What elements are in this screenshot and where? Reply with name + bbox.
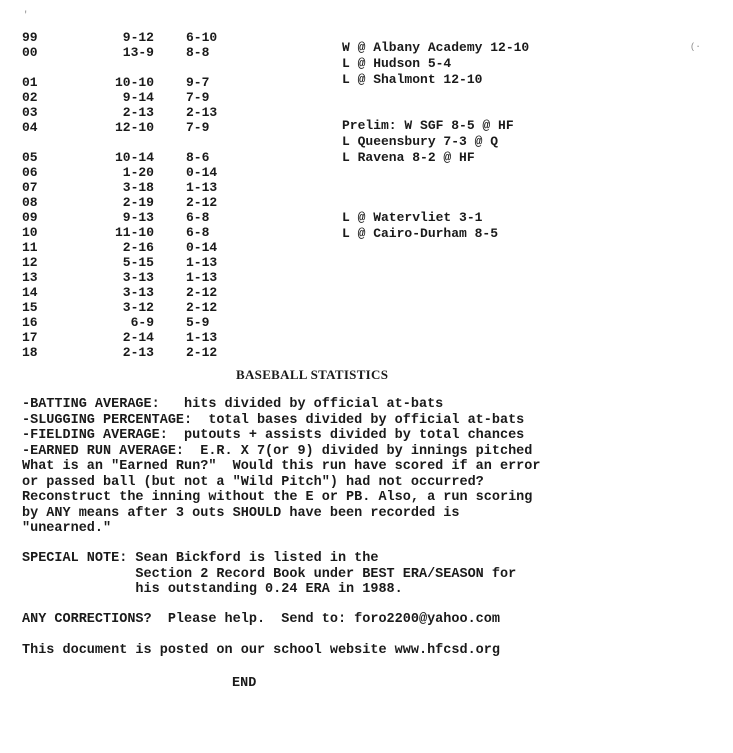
overall-record: 2-13 (122, 105, 154, 120)
scan-speck: ' (23, 10, 29, 20)
playoff-result: L @ Hudson 5-4 (342, 56, 452, 71)
end-marker: END (232, 676, 257, 691)
special-note-line: his outstanding 0.24 ERA in 1988. (22, 582, 403, 597)
season-year: 13 (22, 270, 38, 285)
overall-record: 10-10 (114, 75, 154, 90)
definition-line: -EARNED RUN AVERAGE: E.R. X 7(or 9) divided by innings pitched (22, 443, 533, 459)
table-row (22, 180, 342, 195)
table-row (22, 285, 342, 300)
overall-record: 9-13 (122, 210, 154, 225)
page-heading: BASEBALL STATISTICS (236, 367, 389, 382)
season-year: 16 (22, 315, 38, 330)
overall-record: 5-15 (122, 255, 154, 270)
scan-speck: (· (690, 42, 701, 52)
overall-record: 3-18 (122, 180, 154, 195)
season-year: 09 (22, 210, 38, 225)
league-record: 2-12 (186, 300, 218, 315)
league-record: 6-10 (186, 30, 218, 45)
table-row (22, 105, 342, 120)
overall-record: 3-12 (122, 300, 154, 315)
definition-line: -SLUGGING PERCENTAGE: total bases divided by official at-bats (22, 412, 525, 428)
playoff-result: L Ravena 8-2 @ HF (342, 150, 475, 165)
season-year: 00 (22, 45, 38, 60)
table-row (22, 315, 342, 330)
season-year: 12 (22, 255, 38, 270)
league-record: 7-9 (186, 120, 210, 135)
league-record: 8-6 (186, 150, 210, 165)
league-record: 2-12 (186, 195, 218, 210)
season-year: 10 (22, 225, 38, 240)
definition-line: -BATTING AVERAGE: hits divided by official at-bats (22, 397, 444, 412)
season-year: 15 (22, 300, 38, 315)
playoff-result: W @ Albany Academy 12-10 (342, 40, 530, 55)
playoff-result: L @ Cairo-Durham 8-5 (342, 226, 499, 241)
overall-record: 13-9 (122, 45, 154, 60)
overall-record: 6-9 (130, 315, 154, 330)
league-record: 2-12 (186, 345, 218, 360)
league-record: 2-12 (186, 285, 218, 300)
table-row (22, 240, 342, 255)
table-row (22, 270, 342, 285)
season-year: 03 (22, 105, 38, 120)
special-note-line: SPECIAL NOTE: Sean Bickford is listed in the (22, 551, 379, 566)
league-record: 1-13 (186, 330, 218, 345)
season-year: 06 (22, 165, 38, 180)
season-year: 04 (22, 120, 38, 135)
league-record: 1-13 (186, 180, 218, 195)
season-year: 18 (22, 345, 38, 360)
season-year: 01 (22, 75, 38, 90)
corrections-line: ANY CORRECTIONS? Please help. Send to: foro2200@yahoo.com (22, 612, 500, 627)
league-record: 6-8 (186, 210, 210, 225)
overall-record: 9-14 (122, 90, 154, 105)
definition-line: "unearned." (22, 521, 112, 536)
table-row (22, 90, 342, 105)
playoff-result: L Queensbury 7-3 @ Q (342, 134, 499, 149)
definition-line: or passed ball (but not a "Wild Pitch") had not occurred? (22, 474, 484, 490)
playoff-result: Prelim: W SGF 8-5 @ HF (342, 118, 514, 133)
league-record: 7-9 (186, 90, 210, 105)
overall-record: 3-13 (122, 270, 154, 285)
season-year: 05 (22, 150, 38, 165)
season-year: 08 (22, 195, 38, 210)
league-record: 9-7 (186, 75, 210, 90)
league-record: 1-13 (186, 255, 218, 270)
definition-line: -FIELDING AVERAGE: putouts + assists divided by total chances (22, 428, 525, 443)
table-row (22, 195, 342, 210)
season-year: 11 (22, 240, 38, 255)
league-record: 1-13 (186, 270, 218, 285)
league-record: 8-8 (186, 45, 210, 60)
league-record: 0-14 (186, 240, 218, 255)
table-row (22, 300, 342, 315)
playoff-result: L @ Shalmont 12-10 (342, 72, 483, 87)
table-row (22, 120, 342, 135)
table-row (22, 165, 342, 180)
overall-record: 2-19 (122, 195, 154, 210)
league-record: 0-14 (186, 165, 218, 180)
definition-line: by ANY means after 3 outs SHOULD have been recorded is (22, 505, 460, 521)
season-year: 07 (22, 180, 38, 195)
definition-line: Reconstruct the inning without the E or PB. Also, a run scoring (22, 490, 533, 505)
playoff-result: L @ Watervliet 3-1 (342, 210, 483, 225)
season-year: 02 (22, 90, 38, 105)
season-year: 14 (22, 285, 38, 300)
table-row (22, 330, 342, 345)
table-row (22, 225, 342, 240)
special-note-line: Section 2 Record Book under BEST ERA/SEASON for (22, 566, 517, 582)
table-row (22, 75, 342, 90)
overall-record: 9-12 (122, 30, 154, 45)
overall-record: 12-10 (114, 120, 154, 135)
league-record: 2-13 (186, 105, 218, 120)
overall-record: 10-14 (114, 150, 154, 165)
website-note: This document is posted on our school website www.hfcsd.org (22, 643, 500, 658)
league-record: 6-8 (186, 225, 210, 240)
definition-line: What is an "Earned Run?" Would this run have scored if an error (22, 459, 541, 474)
overall-record: 1-20 (122, 165, 154, 180)
table-row (22, 345, 342, 360)
table-row (22, 255, 342, 270)
table-row (22, 150, 342, 165)
overall-record: 11-10 (114, 225, 154, 240)
table-row (22, 30, 342, 45)
overall-record: 2-13 (122, 345, 154, 360)
overall-record: 3-13 (122, 285, 154, 300)
overall-record: 2-16 (122, 240, 154, 255)
table-row (22, 210, 342, 225)
season-year: 99 (22, 30, 38, 45)
overall-record: 2-14 (122, 330, 154, 345)
season-year: 17 (22, 330, 38, 345)
table-row (22, 45, 342, 60)
league-record: 5-9 (186, 315, 210, 330)
